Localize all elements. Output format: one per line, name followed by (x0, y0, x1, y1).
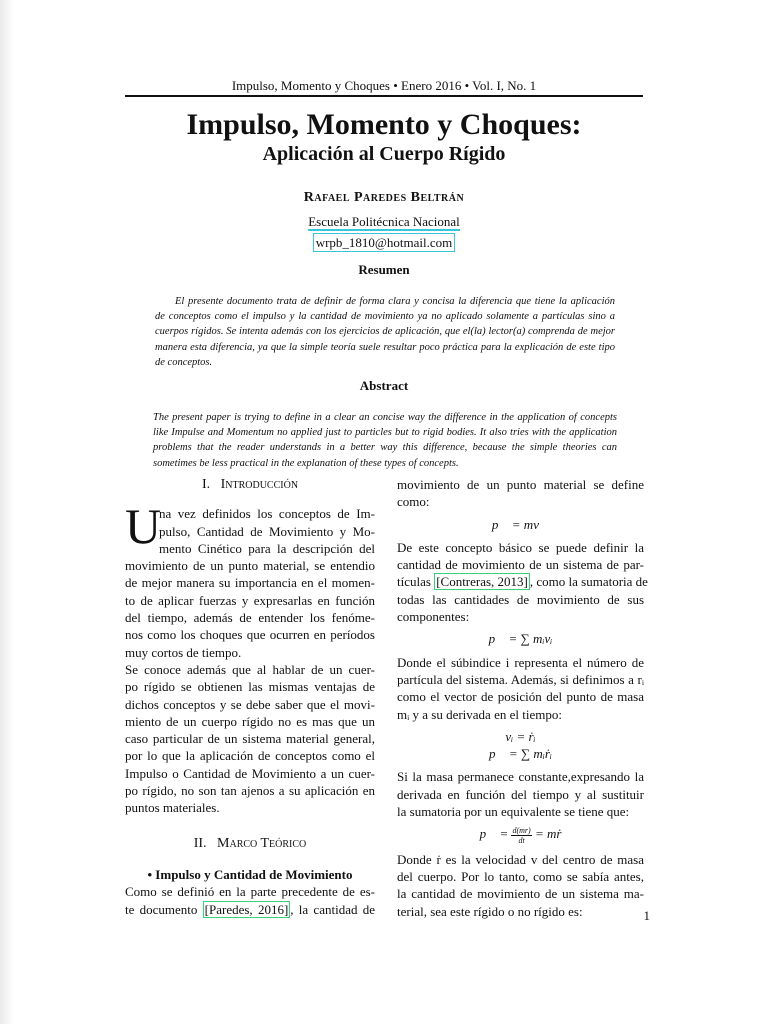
text-line: partícula del sistema. Además, si definimos a rᵢ (397, 671, 644, 687)
text-line: caso particular de un sistema material general, (125, 731, 375, 747)
fraction-denominator: dt (518, 835, 525, 845)
abstract-line: sometimes be less practical in the explanation of these types of concepts. (153, 457, 459, 469)
text-line: De este concepto básico se puede definir la (397, 539, 644, 555)
text-line: na vez definidos los conceptos de Im- (159, 506, 375, 522)
text-line: de mejor manera su importancia en el momen- (125, 575, 375, 591)
abstract-text (153, 410, 617, 471)
author-name: Rafael Paredes Beltrán (303, 190, 465, 205)
abstract-line: problems that the reader understands in a better way this difference, because the simple theories can (153, 442, 617, 454)
abstract-heading: Abstract (359, 378, 409, 393)
equation-lhs: p⃗ = (479, 826, 509, 842)
text-line: puntos materiales. (125, 800, 220, 816)
text-line: terial, sea este rígido o no rígido es: (397, 903, 583, 919)
text-line: Se conoce además que al hablar de un cuer- (125, 661, 375, 677)
text-line: del tiempo, además de entender los fenóme- (125, 610, 375, 626)
scan-shadow (0, 0, 14, 1024)
abstract-line: The present paper is trying to define in a clear an concise way the difference in the application of concepts (153, 412, 617, 423)
affiliation-link[interactable]: Escuela Politécnica Nacional (308, 214, 460, 229)
text-line: la cantidad de movimiento de un sistema ma- (397, 886, 644, 902)
right-column (397, 476, 648, 920)
resumen-text (155, 294, 615, 370)
text-line: la sumatoria por un equivalente se tiene que: (397, 804, 630, 820)
resumen-line: de conceptos como el impulso y la cantidad de movimiento ya no aplicado solamente a partículas sino a (155, 311, 615, 323)
equation-momentum: p⃗ = mv⃗ (491, 516, 550, 532)
text-line: componentes: (397, 609, 470, 625)
equation-fraction (511, 826, 531, 845)
text-line: como el vector de posición del punto de masa (397, 689, 644, 705)
text-line: Impulso o Cantidad de Movimiento a un cuer- (125, 765, 375, 781)
paper-subtitle: Aplicación al Cuerpo Rígido (262, 143, 506, 165)
equation-velocity: vᵢ = ṙᵢ (505, 728, 536, 744)
resumen-line: cuerpos rígidos. Se intenta además con los ejercicios de aplicación, que el(la) lector(a) comprenda de mejor (155, 326, 615, 338)
text-line: dichos conceptos y se debe saber que el movi- (125, 696, 375, 712)
text-line: del cuerpo. Por lo tanto, como se sabía antes, (397, 869, 644, 885)
resumen-line: El presente documento trata de definir de forma clara y concisa la diferencia que tiene la aplicación (175, 296, 615, 307)
section-number: I. (201, 477, 211, 492)
email-wrap (125, 233, 643, 252)
text-line: mᵢ y a su derivada en el tiempo: (397, 706, 562, 722)
intro-paragraph-2 (125, 661, 375, 817)
text-line: todas las cantidades de movimiento de sus (397, 591, 644, 607)
author-email-link[interactable]: wrpb_1810@hotmail.com (313, 233, 456, 252)
text-line: muy cortos de tiempo. (125, 644, 242, 660)
text-line: como: (397, 494, 430, 510)
text-line: Donde ṙ es la velocidad v del centro de masa (397, 851, 644, 867)
text-span: , la cantidad de (290, 901, 375, 917)
resumen-line: manera esta diferencia, ya que la simple teoría suele resultar poco práctica para la explicación de este tipo (155, 341, 615, 353)
section-title: Marco Teórico (217, 835, 307, 851)
text-span: te documento (125, 901, 203, 917)
citation-link-paredes[interactable]: [Paredes, 2016] (204, 901, 289, 917)
intro-paragraph (125, 498, 375, 661)
text-span: tículas (397, 574, 435, 590)
resumen-line: de conceptos. (155, 356, 213, 368)
text-line (397, 573, 648, 590)
text-line: cantidad de movimiento de un sistema de par- (397, 557, 644, 573)
left-column (125, 476, 375, 918)
section-heading-marco-teorico (125, 835, 375, 852)
text-line: mento Cinético para la descripción del (159, 540, 375, 556)
section-title: Introducción (220, 477, 299, 492)
equation-sum-derivative: p⃗ = ∑ mᵢṙᵢ (489, 746, 552, 762)
drop-cap: U (125, 498, 162, 555)
paper-title: Impulso, Momento y Choques: (186, 108, 582, 141)
subsection-heading: • Impulso y Cantidad de Movimiento (147, 866, 353, 882)
text-line: Como se definió en la parte precedente de es- (125, 884, 375, 900)
text-line: Donde el súbindice i representa el número de (397, 654, 644, 670)
author-affiliation[interactable] (125, 214, 643, 230)
equation-sum-momentum: p⃗ = ∑ mᵢvᵢ (488, 631, 553, 647)
citation-link-contreras[interactable]: [Contreras, 2013] (436, 574, 528, 590)
text-line: miento de un cuerpo rígido no es mas que un (125, 713, 375, 729)
text-line: to de aplicar fuerzas y expresarlas en función (125, 592, 375, 608)
equation-derivative (397, 825, 644, 845)
running-head: Impulso, Momento y Choques • Enero 2016 • Vol. I, No. 1 (231, 78, 537, 93)
text-line: po rígido, no son tan ajenos a su aplicación en (125, 783, 375, 799)
theory-paragraph (125, 883, 375, 918)
text-span: , como la sumatoria de (529, 574, 648, 590)
page-number: 1 (643, 908, 650, 923)
text-line: movimiento de un punto material se define (397, 477, 644, 492)
text-line: nos como los choques que ocurren en períodos (125, 627, 375, 643)
equation-rhs: = mṙ (534, 826, 562, 842)
section-number: II. (193, 835, 207, 851)
text-line (125, 901, 375, 918)
abstract-line: like Impulse and Momentum no applied just to particles but to rigid bodies. It also tries with the application (153, 427, 617, 439)
header-rule (125, 95, 643, 97)
text-line: derivada en función del tiempo y al sustituir (397, 786, 644, 802)
section-heading-introduccion (125, 476, 375, 493)
text-line: por lo que la aplicación de conceptos como el (125, 748, 375, 764)
text-line: pulso, Cantidad de Movimiento y Mo- (159, 523, 375, 539)
text-line: po rígido se obtienen las mismas ventajas de (125, 679, 375, 695)
fraction-numerator: d(mr) (512, 825, 531, 835)
text-line: movimiento de un punto material, se entendio (125, 558, 375, 574)
resumen-heading: Resumen (358, 262, 410, 277)
text-line: Si la masa permanece constante,expresando la (397, 769, 644, 785)
